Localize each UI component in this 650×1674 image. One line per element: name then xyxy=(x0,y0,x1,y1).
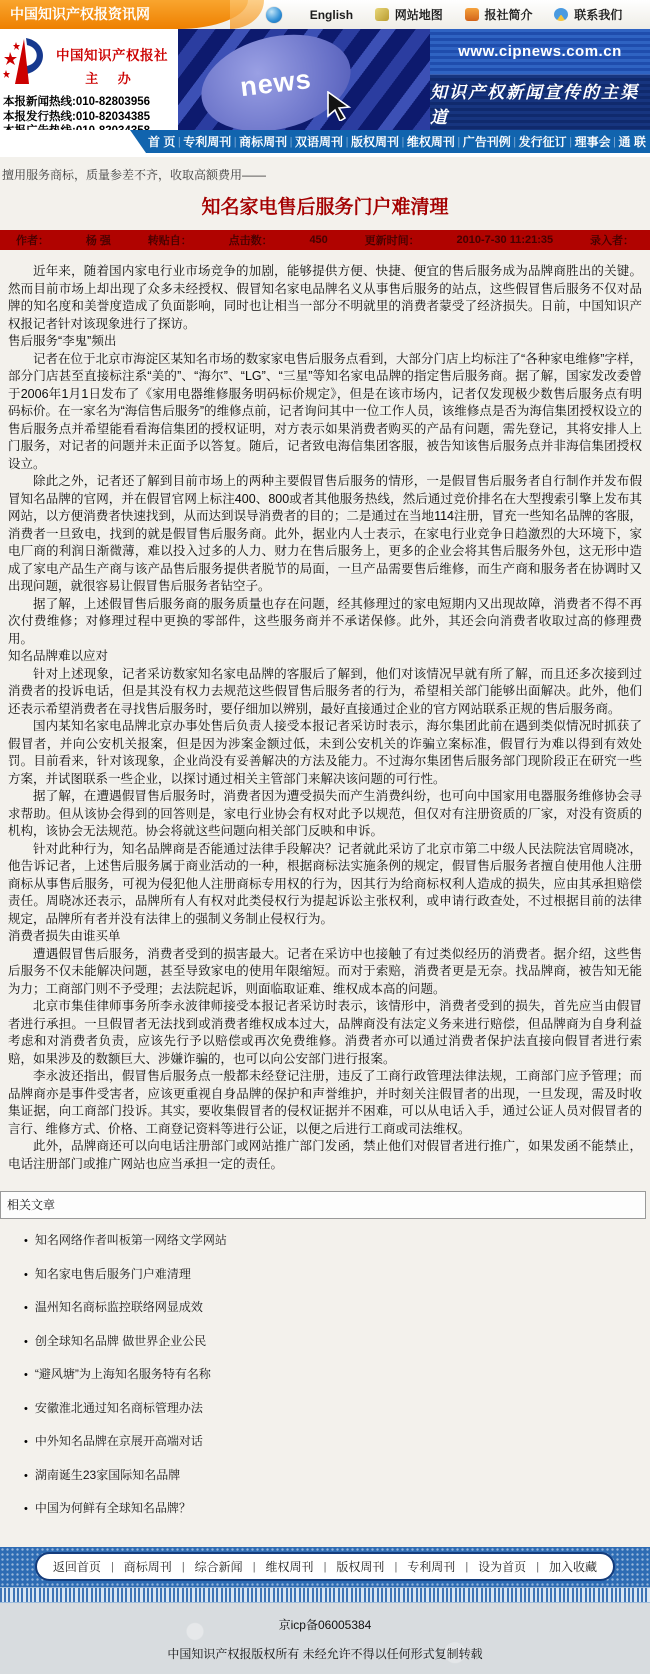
header-banner xyxy=(430,29,650,130)
topbar-link-2[interactable] xyxy=(465,6,533,23)
site-name: 中国知识产权报资讯网 xyxy=(10,6,150,22)
slogan: 知识产权新闻宣传的主渠道 xyxy=(430,82,639,127)
sitemap-icon xyxy=(375,8,389,21)
nav-item-6[interactable]: 广告刊例 xyxy=(462,135,511,149)
building-icon xyxy=(465,8,479,21)
topbar-link-1[interactable] xyxy=(375,6,443,23)
bottom-nav-item-7[interactable]: 加入收藏 xyxy=(549,1560,598,1574)
author-value: 杨 强 xyxy=(85,235,111,247)
author-label: 作者： xyxy=(16,235,49,247)
article-paragraph: 据了解，在遭遇假冒售后服务时，消费者因为遭受损失而产生消费纠纷，也可向中国家用电器服务维修协会寻求帮助。但从该协会得到的回答则是，家电行业协会有权对此予以规范，但仅对有注册资质的厂家，对没有资质的机构，该协会无法规范。协会将就这些问题向相关部门反映和申诉。 xyxy=(8,789,642,838)
nav-separator: | xyxy=(401,135,405,148)
bottom-nav xyxy=(35,1552,615,1581)
news-badge-label: news xyxy=(238,63,314,102)
topbar-links xyxy=(282,6,650,23)
article-paragraph: 李永波还指出，假冒售后服务点一般都未经登记注册，违反了工商行政管理法律法规，工商部门应予管理；而品牌商亦是事件受害者，应该更重视自身品牌的保护和声誉维护，并时刻关注假冒者的出现，一旦发现，需及时收集证据，向工商部门投诉。其实，要收集假冒者的侵权证据并不困难，可以从电话入手，通过公证人员对假冒者的言行、维修方式、价格、工商登记资料等进行公证，以便之后进行工商或司法维权。 xyxy=(8,1069,642,1136)
article-paragraph: 据了解，上述假冒售后服务商的服务质量也存在问题，经其修理过的家电短期内又出现故障，消费者不得不再次付费维修；对修理过程中更换的零部件，这些服务商并不承诺保修。此外，其还会向消费者收取过高的修理费用。 xyxy=(8,596,642,646)
nav-item-7[interactable]: 发行征订 xyxy=(518,135,567,149)
site-url: www.cipnews.com.cn xyxy=(458,43,622,60)
article-paragraph: 除此之外，记者还了解到目前市场上的两种主要假冒售后服务的情形，一是假冒售后服务者自行制作并发布假冒知名品牌的官网，并在假冒官网上标注400、800或者其他服务热线，然后通过竞价排名在大型搜索引擎上发布其网站，以方便消费者快速找到，从而达到误导消费者的目的；二是通过在当地114注册，冒充一些知名品牌的客服，消费者一旦致电，找到的就是假冒售后服务商。此外，据业内人士表示，在家电行业竞争日趋激烈的大环境下，家电厂商的利润日渐微薄，难以投入过多的人力、财力在售后服务上，更多的企业会将其售后服务外包，这无形中造成了家电产品生产商与该产品售后服务提供者脱节的局面，一旦产品需要售后维修，而生产商和服务者在协调时又出现问题，就很容易让假冒售后服务者钻空子。 xyxy=(8,474,642,593)
org-role: 主 办 xyxy=(85,71,139,86)
bottom-nav-item-3[interactable]: 维权周刊 xyxy=(265,1560,314,1574)
footer xyxy=(0,1603,650,1674)
related-articles-list xyxy=(0,1231,650,1547)
related-article-link[interactable]: • 知名网络作者叫板第一网络文学网站 xyxy=(24,1231,650,1248)
related-article-link[interactable]: • 创全球知名品牌 做世界企业公民 xyxy=(24,1332,650,1349)
article-body xyxy=(0,250,650,1183)
bottom-nav-item-1[interactable]: 商标周刊 xyxy=(123,1560,172,1574)
article-paragraph: 此外，品牌商还可以向电话注册部门或网站推广部门发函，禁止他们对假冒者进行推广，如果发函不能禁止，电话注册部门或推广网站也应当承担一定的责任。 xyxy=(8,1139,642,1171)
article-paragraph: 国内某知名家电品牌北京办事处售后负责人接受本报记者采访时表示，海尔集团此前在遇到类似情况时抓获了假冒者，并向公安机关报案，但是因为涉案金额过低，未到公安机关的诈骗立案标准，假冒行为难以得到有效处罚。目前看来，针对该现象，企业尚没有妥善解决的方法及能力。不过海尔集团售后服务部门现阶段正在研究一些方案，并试图联系一些企业，以探讨通过相关主管部门来解决该问题的可行性。 xyxy=(8,719,642,786)
header xyxy=(0,29,650,130)
nav-item-5[interactable]: 维权周刊 xyxy=(406,135,455,149)
copyright-text: 中国知识产权报版权所有 未经允许不得以任何形式复制转载 xyxy=(167,1646,483,1661)
bottom-nav-separator: | xyxy=(252,1560,256,1573)
hits-value: 450 xyxy=(309,234,328,246)
content xyxy=(0,157,650,1547)
bottom-nav-item-0[interactable]: 返回首页 xyxy=(52,1560,101,1574)
nav-separator: | xyxy=(457,135,461,148)
article-paragraph: 遭遇假冒售后服务，消费者受到的损害最大。记者在采访中也接触了有过类似经历的消费者。据介绍，这些售后服务不仅未能解决问题，甚至导致家电的使用年限缩短。而对于索赔，消费者更是无奈。找品牌商，被告知无能为力；工商部门则不予受理；去法院起诉，则面临取证难、维权成本高的问题。 xyxy=(8,946,642,996)
article-paragraph: 针对此种行为，知名品牌商是否能通过法律手段解决？记者就此采访了北京市第二中级人民法院法官周晓冰，他告诉记者，上述售后服务属于商业活动的一种，根据商标法实施条例的规定，假冒售后服务者擅自使用他人注册商标从事售后服务，可视为侵犯他人注册商标专用权的行为，因其行为给商标权利人造成的损失，应由其承担赔偿责任。周晓冰还表示，品牌所有人有权对此类侵权行为提起诉讼主张权利，或申请行政查处，不过根据目前的法律规定，品牌所有者并没有法律上的强制义务制止侵权行为。 xyxy=(8,841,642,926)
related-article-link[interactable]: • 中外知名品牌在京展开高端对话 xyxy=(24,1432,650,1449)
bottom-bar xyxy=(0,1547,650,1587)
nav-separator: | xyxy=(513,135,517,148)
topbar-link-label: 报社简介 xyxy=(484,8,533,22)
topbar-link-label: 联系我们 xyxy=(574,8,623,22)
bottom-nav-separator: | xyxy=(323,1560,327,1573)
site-banner xyxy=(0,0,248,29)
hotline-1: 本报发行热线:010-82034385 xyxy=(3,110,151,123)
article-subhead: 消费者损失由谁买单 xyxy=(8,929,121,943)
article-paragraph: 近年来，随着国内家电行业市场竞争的加剧，能够提供方便、快捷、便宜的售后服务成为品牌商胜出的关键。然而目前市场上却出现了众多未经授权、假冒知名家电品牌名义从事售后服务的站点，这些假冒售后服务不仅对品牌的知名度和美誉度造成了负面影响，同时也让相当一部分不明就里的消费者蒙受了经济损失。日前，中国知识产权报记者针对该现象进行了探访。 xyxy=(8,264,642,331)
bottom-nav-item-4[interactable]: 版权周刊 xyxy=(336,1560,385,1574)
bottom-nav-separator: | xyxy=(110,1560,114,1573)
bottom-nav-separator: | xyxy=(181,1560,185,1573)
hotline-0: 本报新闻热线:010-82803956 xyxy=(3,96,151,108)
article-paragraph: 北京市集佳律师事务所李永波律师接受本报记者采访时表示，该情形中，消费者受到的损失，首先应当由假冒者进行承担。一旦假冒者无法找到或消费者维权成本过大，品牌商没有法定义务来进行赔偿，但品牌商为自身利益考虑和对消费者负责，应该先行予以赔偿或再次免费维修。消费者亦可以通过消费者保护法直接向假冒者进行索赔，如果涉及的数额巨大、涉嫌诈骗的，也可以向公安部门进行报案。 xyxy=(8,999,642,1066)
article-kicker: 擅用服务商标，质量参差不齐，收取高额费用—— xyxy=(2,168,267,182)
updated-label: 更新时间： xyxy=(364,235,420,247)
article-title: 知名家电售后服务门户难清理 xyxy=(201,197,449,218)
bottom-nav-item-2[interactable]: 综合新闻 xyxy=(194,1560,243,1574)
updated-value: 2010-7-30 11:21:35 xyxy=(456,234,554,246)
org-name: 中国知识产权报社 xyxy=(56,48,168,63)
nav-item-8[interactable]: 理事会 xyxy=(574,135,611,149)
topbar-link-0[interactable] xyxy=(310,8,353,22)
source-label: 转贴自： xyxy=(147,235,192,247)
main-nav xyxy=(0,130,650,153)
article-subhead: 知名品牌难以应对 xyxy=(8,649,109,663)
topbar-link-label: English xyxy=(309,7,354,22)
nav-separator: | xyxy=(289,135,293,148)
related-articles-title: 相关文章 xyxy=(7,1198,56,1212)
globe-swirl-icon xyxy=(266,7,282,23)
related-article-link[interactable]: • 湖南诞生23家国际知名品牌 xyxy=(24,1466,650,1483)
nav-separator: | xyxy=(345,135,349,148)
nav-item-3[interactable]: 双语周刊 xyxy=(295,135,344,149)
related-article-link[interactable]: • 温州知名商标监控联络网显成效 xyxy=(24,1298,650,1315)
nav-item-1[interactable]: 专利周刊 xyxy=(183,135,232,149)
related-article-link[interactable]: • 中国为何鲜有全球知名品牌？ xyxy=(24,1499,650,1516)
bottom-nav-separator: | xyxy=(394,1560,398,1573)
article-paragraph: 针对上述现象，记者采访数家知名家电品牌的客服后了解到，他们对该情况早就有所了解，而且还多次接到过消费者的投诉电话，但是其没有权力去规范这些假冒售后服务者的行为，希望相关部门能够出面解决。此外，他们还表示希望消费者在寻找售后服务时，要仔细加以辨别，最好直接通过企业的官方网站联系正规的售后服务商。 xyxy=(8,666,642,716)
cipnews-logo-icon xyxy=(2,34,54,92)
article-paragraph: 记者在位于北京市海淀区某知名市场的数家家电售后服务点看到，大部分门店上均标注了“各种家电维修”字样，部分门店甚至直接标注系“美的”、“海尔”、“LG”、“三星”等知名家电品牌的指定售后服务商。据了解，国家发改委曾于2006年1月1日发布了《家用电器维修服务明码标价规定》，但是在该市场内，记者仅发现极少数售后服务点有明码标价。在一家名为“海信售后服务”的维修点前，记者询问其中一位工作人员，该维修点是否为海信集团授权设立的售后服务点并希望能看看海信集团的授权证明，对方表示如果消费者购买的产品有问题，需先登记，其将安排人上门服务，对记者的问题并未正面予以答复。随后，记者致电海信集团客服，被告知该售后服务点并非海信集团授权设立。 xyxy=(8,351,642,471)
article-meta-bar xyxy=(0,230,650,250)
contact-icon xyxy=(554,8,568,21)
editor-label: 录入者： xyxy=(589,235,634,247)
nav-item-9[interactable]: 通 联 xyxy=(618,135,646,149)
topbar-link-label: 网站地图 xyxy=(394,8,443,22)
nav-item-4[interactable]: 版权周刊 xyxy=(350,135,399,149)
nav-separator: | xyxy=(177,135,181,148)
publisher-panel xyxy=(0,29,178,130)
bottom-nav-separator: | xyxy=(536,1560,540,1573)
nav-separator: | xyxy=(613,135,616,148)
cursor-arrow-icon xyxy=(326,91,352,121)
article-subhead: 售后服务“李鬼”频出 xyxy=(8,334,117,348)
bottom-nav-item-6[interactable]: 设为首页 xyxy=(478,1560,527,1574)
site-url-band xyxy=(430,29,650,74)
related-article-link[interactable]: • “避风塘”为上海知名服务特有名称 xyxy=(24,1365,650,1382)
slogan-band xyxy=(430,74,650,130)
hits-label: 点击数： xyxy=(228,235,273,247)
nav-item-2[interactable]: 商标周刊 xyxy=(239,135,288,149)
news-graphic xyxy=(178,29,430,130)
nav-separator: | xyxy=(233,135,237,148)
related-article-link[interactable]: • 知名家电售后服务门户难清理 xyxy=(24,1265,650,1282)
related-article-link[interactable]: • 安徽淮北通过知名商标管理办法 xyxy=(24,1399,650,1416)
meander-border xyxy=(0,1587,650,1603)
bottom-nav-separator: | xyxy=(465,1560,469,1573)
topbar-link-3[interactable] xyxy=(554,6,622,23)
nav-item-0[interactable]: 首 页 xyxy=(148,135,176,149)
main-nav-items xyxy=(148,133,650,150)
icp-number: 京icp备06005384 xyxy=(278,1617,372,1632)
nav-separator: | xyxy=(569,135,573,148)
topbar xyxy=(0,0,650,29)
related-articles-box xyxy=(0,1191,646,1219)
bottom-nav-item-5[interactable]: 专利周刊 xyxy=(407,1560,456,1574)
